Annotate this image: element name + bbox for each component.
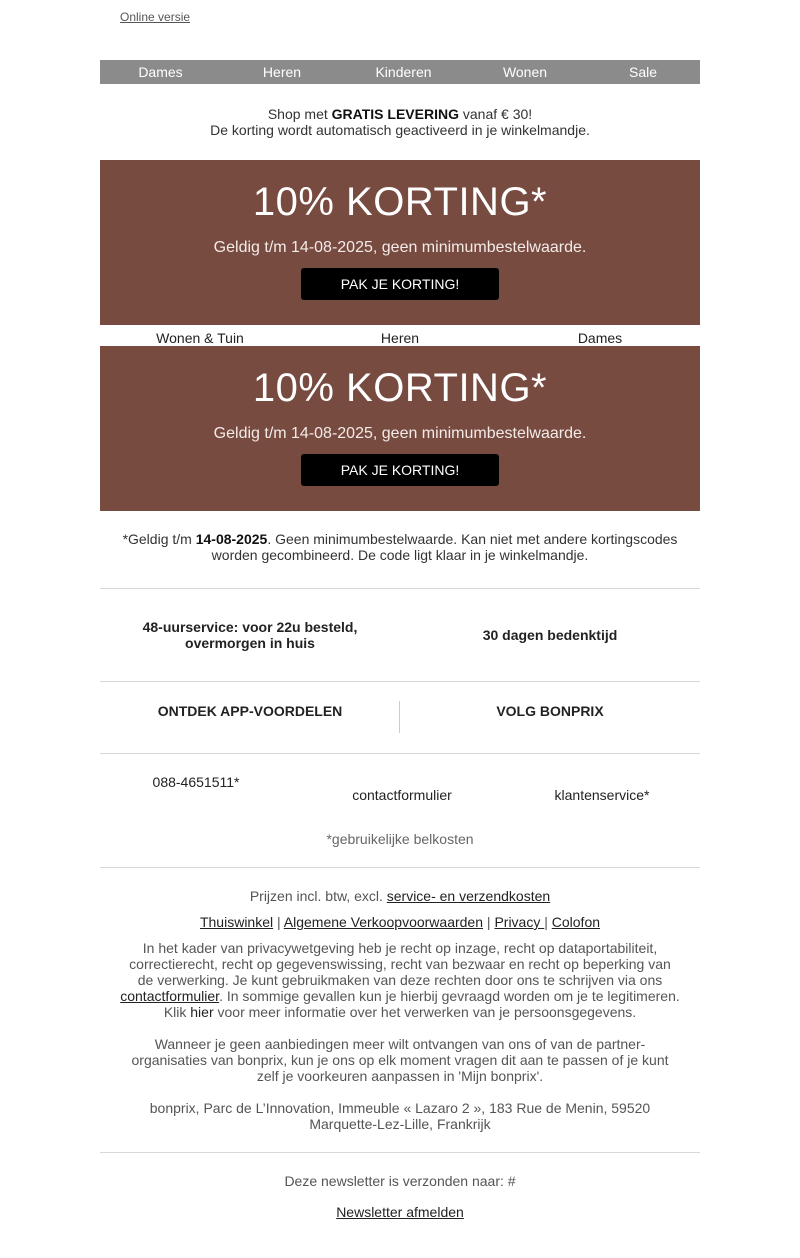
shipping-costs-link[interactable]: service- en verzendkosten [386, 888, 551, 904]
nav-item-wonen[interactable]: Wonen [502, 64, 548, 80]
category-wonen-tuin[interactable]: Wonen & Tuin [156, 330, 244, 346]
privacy-text-1: In het kader van privacywetgeving heb je recht op inzage, recht op dataportabiliteit, correctierecht, recht op gegevenswissing, recht van bezwaar en recht op beperking van de verwerking. Je kunt gebruikmaken van deze rechten door ons te schrijven via ons [129, 940, 671, 988]
privacy-text-3: voor meer informatie over het verwerken van je persoonsgegevens. [213, 1004, 637, 1020]
unsubscribe-link[interactable]: Newsletter afmelden [336, 1204, 464, 1220]
separator: | [544, 914, 552, 930]
promo-validity: Geldig t/m 14-08-2025, geen minimumbestelwaarde. [213, 239, 587, 256]
divider [100, 867, 700, 868]
separator: | [483, 914, 495, 930]
customer-service-link[interactable]: klantenservice* [554, 787, 650, 803]
nav-item-kinderen[interactable]: Kinderen [375, 64, 432, 80]
thuiswinkel-link[interactable]: Thuiswinkel [199, 914, 274, 930]
category-links [100, 325, 700, 346]
follow-bonprix-link[interactable]: VOLG BONPRIX [496, 703, 604, 719]
discount-terms [100, 531, 700, 563]
colofon-link[interactable]: Colofon [551, 914, 601, 930]
promo-validity-2: Geldig t/m 14-08-2025, geen minimumbestelwaarde. [213, 425, 587, 442]
contact-form-link[interactable]: contactformulier [352, 787, 452, 803]
usp-delivery-line-2: overmorgen in huis [185, 635, 315, 651]
terms-link[interactable]: Algemene Verkoopvoorwaarden [283, 914, 484, 930]
privacy-contact-form-link[interactable]: contactformulier [120, 988, 220, 1004]
privacy-paragraph [120, 940, 680, 1020]
app-follow-row [100, 682, 700, 753]
usp-row [100, 589, 700, 681]
unsubscribe-row [100, 1204, 700, 1220]
usp-delivery-line-1: 48-uurservice: voor 22u besteld, [142, 619, 358, 635]
privacy-text-2: . In sommige gevallen kun je hierbij gevraagd worden om je te legitimeren. Klik [163, 988, 680, 1020]
usp-delivery[interactable] [100, 619, 400, 651]
partner-paragraph: Wanneer je geen aanbiedingen meer wilt ontvangen van ons of van de partner-organisaties van bonprix, kun je ons op elk moment vragen dit aan te passen of je kunt zelf je voorkeuren aanpassen in 'Mijn bonprix'. [131, 1036, 669, 1084]
footer [100, 888, 700, 1148]
claim-discount-button-2[interactable]: PAK JE KORTING! [301, 454, 499, 486]
promo-banner-2[interactable] [100, 346, 700, 511]
shipping-suffix: vanaf € 30! [458, 106, 533, 122]
separator: | [273, 914, 284, 930]
terms-prefix: *Geldig t/m [122, 531, 196, 547]
promo-headline: 10% KORTING* [252, 180, 548, 224]
shipping-line-1 [100, 106, 700, 122]
usp-return-period[interactable]: 30 dagen bedenktijd [482, 627, 618, 643]
phone-number-link[interactable]: 088-4651511* [152, 774, 240, 790]
prices-note [120, 888, 680, 904]
top-navigation [100, 60, 700, 84]
shipping-prefix: Shop met [267, 106, 332, 122]
divider [100, 1152, 700, 1153]
company-address: bonprix, Parc de L’Innovation, Immeuble « Lazaro 2 », 183 Rue de Menin, 59520 Marquette-Lez-Lille, Frankrijk [149, 1100, 651, 1132]
nav-item-sale[interactable]: Sale [628, 64, 658, 80]
terms-suffix: . Geen minimumbestelwaarde. Kan niet met andere kortingscodes worden gecombineerd. De code ligt klaar in je winkelmandje. [211, 531, 678, 563]
sent-to-note: Deze newsletter is verzonden naar: # [284, 1173, 516, 1189]
prices-prefix: Prijzen incl. btw, excl. [249, 888, 387, 904]
footer-links [120, 914, 680, 930]
online-version-link[interactable]: Online versie [120, 10, 191, 24]
promo-banner[interactable] [100, 160, 700, 325]
privacy-link[interactable]: Privacy [494, 914, 545, 930]
claim-discount-button[interactable]: PAK JE KORTING! [301, 268, 499, 300]
legal-text [120, 940, 680, 1132]
promo-headline-2: 10% KORTING* [252, 366, 548, 410]
nav-item-dames[interactable]: Dames [138, 64, 183, 80]
category-dames[interactable]: Dames [577, 330, 623, 346]
free-delivery-text: GRATIS LEVERING [331, 106, 459, 122]
nav-item-heren[interactable]: Heren [262, 64, 302, 80]
call-costs-note: *gebruikelijke belkosten [326, 831, 474, 847]
privacy-here-link[interactable]: hier [190, 1004, 214, 1020]
terms-date: 14-08-2025 [195, 531, 268, 547]
vertical-divider [399, 701, 400, 733]
category-heren[interactable]: Heren [380, 330, 420, 346]
shipping-line-2: De korting wordt automatisch geactiveerd in je winkelmandje. [210, 122, 590, 138]
shipping-banner [100, 106, 700, 138]
contact-row [100, 754, 700, 814]
discover-app-link[interactable]: ONTDEK APP-VOORDELEN [157, 703, 343, 719]
